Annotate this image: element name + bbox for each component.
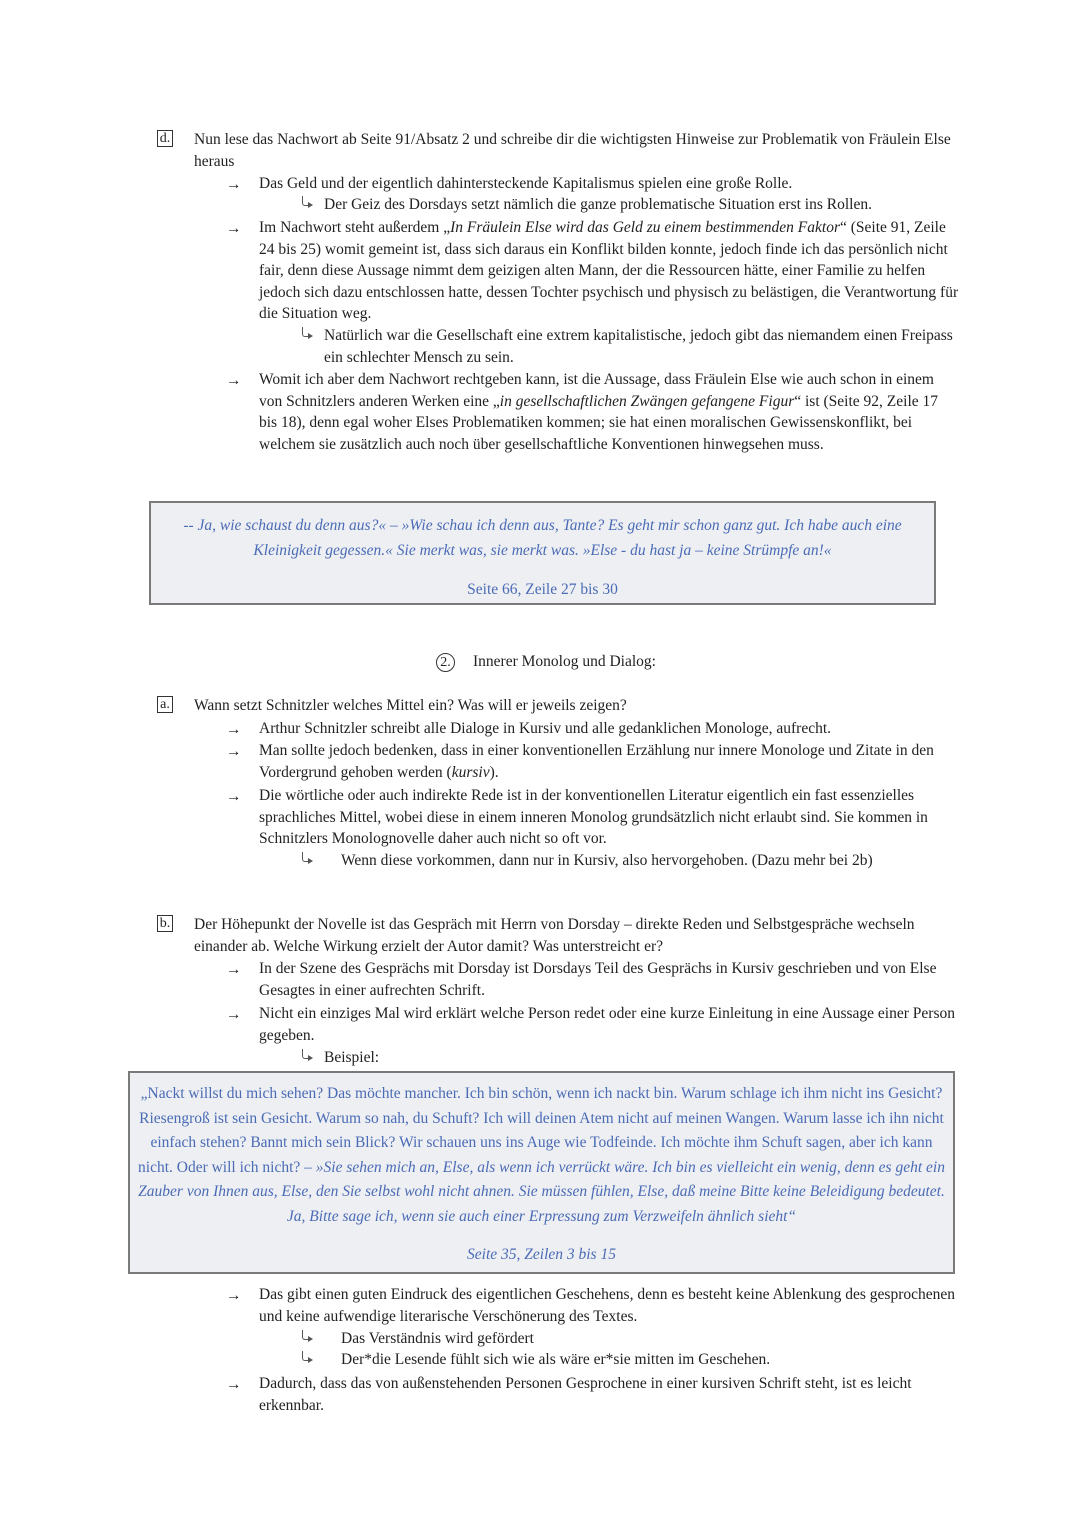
- section-d-bullet-2: Im Nachwort steht außerdem „In Fräulein Else wird das Geld zu einem bestimmenden Faktor“ (Seite 91, Zeile 24 bis 25) womit gemeint ist, dass sich daraus ein Konflikt bilden konnte, jedoch finde ich das persönlich nicht fair, denn diese Aussage nimmt dem geizigen alten Mann, der die Ressourcen hätte, einer Familie zu helfen jedoch sich dazu entschlossen hatte, dessen Tochter psychisch und physisch zu belästigen, die Verantwortung für die Situation weg.: [259, 219, 959, 323]
- quote-nachwort-1: In Fräulein Else wird das Geld zu einem bestimmenden Faktor: [450, 219, 840, 236]
- arrow-icon: →: [226, 220, 242, 237]
- hook-arrow-icon: [300, 197, 314, 207]
- after-bullet-1: Das gibt einen guten Eindruck des eigentlichen Geschehens, denn es besteht keine Ablenkung des gesprochenen und keine aufwendige literarische Verschönerung des Textes.: [259, 1286, 956, 1325]
- hook-arrow-icon: [300, 328, 314, 338]
- section-d-bullet-3: Womit ich aber dem Nachwort rechtgeben kann, ist die Aussage, dass Fräulein Else wie auch schon in einem von Schnitzlers anderen Werken eine „in gesellschaftlichen Zwängen gefangene Figur“ ist (Seite 92, Zeile 17 bis 18), denn egal woher Elses Problematiken kommen; sie hat einen moralischen Gewissenskonflikt, bei welchem sie zusätzlich auch noch über gesellschaftliche Konventionen hinwegsehen muss.: [259, 371, 939, 453]
- quote-2-dorsday-speech: »Sie sehen mich an, Else, als wenn ich verrückt wäre. Ich bin es vielleicht ein wenig, denn es geht ein Zauber von Ihnen aus, Else, den Sie selbst wohl nicht ahnen. Sie müssen fühlen, Else, daß meine Bitte keine Beleidigung bedeutet. Ja, Bitte sage ich, wenn sie auch einer Erpressung zum Verzweifeln ähnlich sieht“: [138, 1158, 945, 1225]
- section-a-bullet-2: Man sollte jedoch bedenken, dass in einer konventionellen Erzählung nur innere Monologe und Zitate in den Vordergrund gehoben werden (kursiv).: [259, 742, 934, 781]
- section-a-bullet-3: Die wörtliche oder auch indirekte Rede ist in der konventionellen Literatur eigentlich ein fast essenzielles sprachliches Mittel, wobei diese in einem inneren Monolog grundsätzlich nicht erlaubt sind. Sie kommen in Schnitzlers Monolognovelle daher auch nicht so oft vor.: [259, 787, 928, 848]
- section-a-bullet-3-sub: Wenn diese vorkommen, dann nur in Kursiv, also hervorgehoben. (Dazu mehr bei 2b): [341, 852, 873, 869]
- section-d-label: d.: [157, 130, 173, 147]
- section-b-question: Der Höhepunkt der Novelle ist das Gespräch mit Herrn von Dorsday – direkte Reden und Selbstgespräche wechseln einander ab. Welche Wirkung erzielt der Autor damit? Was unterstreicht er?: [194, 916, 915, 955]
- section-2-number: 2.: [436, 653, 455, 672]
- arrow-icon: →: [226, 1287, 242, 1304]
- section-b-bullet-2-sub: Beispiel:: [324, 1049, 380, 1066]
- hook-arrow-icon: [300, 1331, 314, 1341]
- after-bullet-1-sub-1: Das Verständnis wird gefördert: [341, 1330, 534, 1347]
- arrow-icon: →: [226, 743, 242, 760]
- quote-1-text: -- Ja, wie schaust du denn aus?« – »Wie schau ich denn aus, Tante? Es geht mir schon ganz gut. Ich habe auch eine Kleinigkeit gegessen.« Sie merkt was, sie merkt was. »Else - du hast ja – keine Strümpfe an!«: [183, 517, 902, 559]
- section-a-label: a.: [157, 696, 173, 713]
- section-d-bullet-1: Das Geld und der eigentlich dahintersteckende Kapitalismus spielen eine große Rolle.: [259, 175, 793, 192]
- quote-2-text: [136, 1082, 947, 1229]
- arrow-icon: →: [226, 1006, 242, 1023]
- section-d-bullet-2-sub: Natürlich war die Gesellschaft eine extrem kapitalistische, jedoch gibt das niemandem einen Freipass ein schlechter Mensch zu sein.: [324, 327, 953, 366]
- section-2-title: Innerer Monolog und Dialog:: [473, 653, 656, 670]
- section-a-bullet-1: Arthur Schnitzler schreibt alle Dialoge in Kursiv und alle gedanklichen Monologe, aufrecht.: [259, 720, 832, 737]
- section-2-heading: [436, 651, 836, 673]
- arrow-icon: →: [226, 176, 242, 193]
- section-b-label: b.: [157, 915, 173, 932]
- quote-nachwort-2: in gesellschaftlichen Zwängen gefangene Figur: [499, 392, 795, 410]
- section-b-bullet-1: In der Szene des Gesprächs mit Dorsday ist Dorsdays Teil des Gesprächs in Kursiv geschrieben und von Else Gesagtes in einer aufrechten Schrift.: [259, 960, 937, 999]
- section-d-question: Nun lese das Nachwort ab Seite 91/Absatz 2 und schreibe dir die wichtigsten Hinweise zur Problematik von Fräulein Else heraus: [194, 131, 951, 170]
- arrow-icon: →: [226, 372, 242, 389]
- quote-box-1: [149, 501, 936, 605]
- section-b-bullet-2: Nicht ein einziges Mal wird erklärt welche Person redet oder eine kurze Einleitung in eine Aussage einer Person gegeben.: [259, 1005, 955, 1044]
- arrow-icon: →: [226, 721, 242, 738]
- arrow-icon: →: [226, 961, 242, 978]
- quote-box-2: [128, 1071, 955, 1274]
- section-a-question: Wann setzt Schnitzler welches Mittel ein? Was will er jeweils zeigen?: [194, 697, 627, 714]
- hook-arrow-icon: [300, 853, 314, 863]
- after-bullet-2: Dadurch, dass das von außenstehenden Personen Gesprochene in einer kursiven Schrift steht, ist es leicht erkennbar.: [259, 1375, 912, 1414]
- arrow-icon: →: [226, 788, 242, 805]
- quote-2-source: Seite 35, Zeilen 3 bis 15: [467, 1246, 616, 1263]
- quote-1-source: Seite 66, Zeile 27 bis 30: [467, 581, 618, 598]
- after-bullet-1-sub-2: Der*die Lesende fühlt sich wie als wäre er*sie mitten im Geschehen.: [341, 1351, 771, 1368]
- section-d-bullet-1-sub: Der Geiz des Dorsdays setzt nämlich die ganze problematische Situation erst ins Rollen.: [324, 196, 872, 213]
- hook-arrow-icon: [300, 1050, 314, 1060]
- hook-arrow-icon: [300, 1352, 314, 1362]
- quote-2-else-speech: „Nackt willst du mich sehen? Das möchte mancher. Ich bin schön, wenn ich nackt bin. Warum schlage ich ihm nicht ins Gesicht? Riesengroß ist sein Gesicht. Warum so nah, du Schuft? Ich will deinen Atem nicht auf meinen Wangen. Warum lasse ich ihn nicht einfach stehen? Bannt mich sein Blick? Wir schauen uns ins Auge wie Todfeinde. Ich möchte ihm Schuft sagen, aber ich kann nicht. Oder will ich nicht? –: [138, 1085, 944, 1176]
- arrow-icon: →: [226, 1376, 242, 1393]
